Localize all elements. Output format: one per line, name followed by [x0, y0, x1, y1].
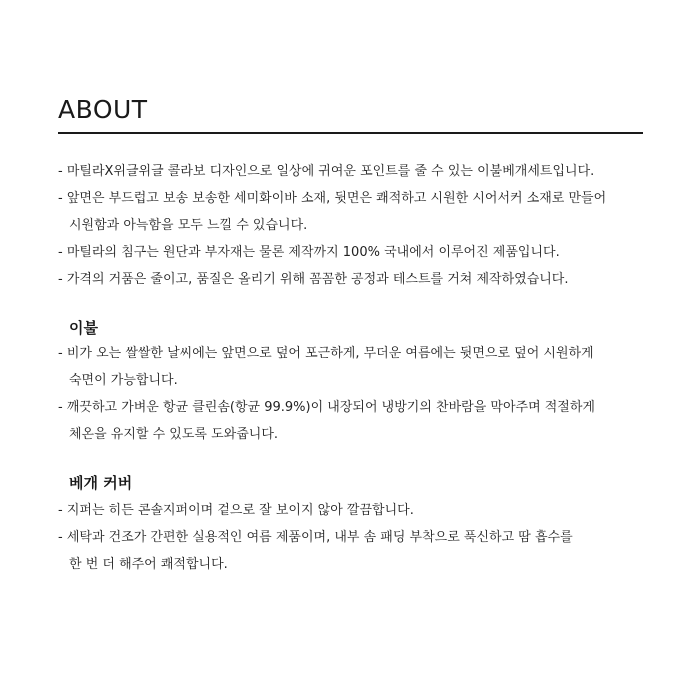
intro-line-1: - 마틸라X위글위글 콜라보 디자인으로 일상에 귀여운 포인트를 줄 수 있는 이불베개세트입니다.: [58, 164, 595, 179]
intro-line-2: - 앞면은 부드럽고 보송 보송한 세미화이바 소재, 뒷면은 쾌적하고 시원한 시어서커 소재로 만들어: [58, 191, 607, 206]
pillow-line-1: - 지퍼는 히든 콘솔지퍼이며 겉으로 잘 보이지 않아 깔끔합니다.: [58, 503, 414, 518]
pillow-heading: 베개 커버: [69, 474, 133, 492]
title-divider: [58, 132, 643, 134]
intro-line-4: - 마틸라의 침구는 원단과 부자재는 물론 제작까지 100% 국내에서 이루어진 제품입니다.: [58, 245, 560, 260]
blanket-heading: 이불: [69, 319, 98, 337]
blanket-line-2: 숙면이 가능합니다.: [69, 373, 178, 388]
pillow-line-3: 한 번 더 해주어 쾌적합니다.: [69, 557, 228, 572]
blanket-line-4: 체온을 유지할 수 있도록 도와줍니다.: [69, 427, 279, 442]
intro-line-5: - 가격의 거품은 줄이고, 품질은 올리기 위해 꼼꼼한 공정과 테스트를 거쳐 제작하였습니다.: [58, 272, 569, 287]
blanket-line-1: - 비가 오는 쌀쌀한 날씨에는 앞면으로 덮어 포근하게, 무더운 여름에는 뒷면으로 덮어 시원하게: [58, 346, 594, 361]
blanket-line-3: - 깨끗하고 가벼운 항균 클린솜(항균 99.9%)이 내장되어 냉방기의 찬바람을 막아주며 적절하게: [58, 400, 595, 415]
pillow-line-2: - 세탁과 건조가 간편한 실용적인 여름 제품이며, 내부 솜 패딩 부착으로 푹신하고 땀 흡수를: [58, 530, 573, 545]
intro-line-3: 시원함과 아늑함을 모두 느낄 수 있습니다.: [69, 218, 308, 233]
page-title: ABOUT: [58, 95, 148, 124]
